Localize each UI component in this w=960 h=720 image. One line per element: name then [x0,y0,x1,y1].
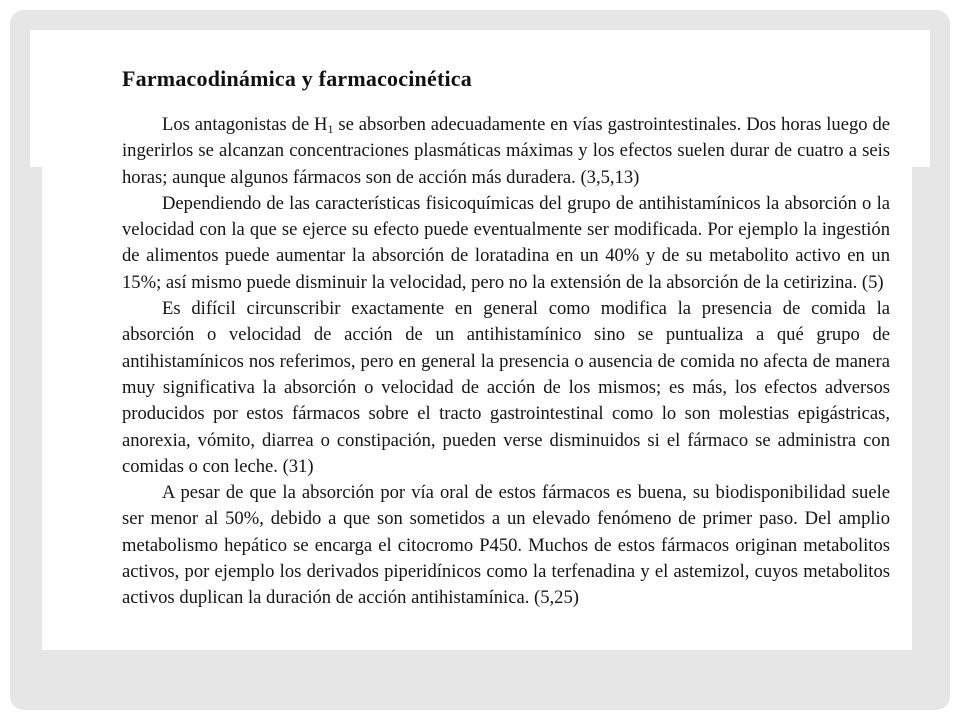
paragraph-absorption [122,112,890,191]
document-image [42,42,912,650]
document-title: Farmacodinámica y farmacocinética [122,66,472,91]
document-body [122,112,890,612]
paragraph-food-effect: Es difícil circunscribir exactamente en general como modifica la presencia de comida la absorción o velocidad de acción de un antihistamínico sino se puntualiza a qué grupo de antihistamínicos nos referimos, pero en general la presencia o ausencia de comida no afecta de manera muy significativa la absorción o velocidad de acción de los mismos; es más, los efectos adversos producidos por estos fármacos sobre el tracto gastrointestinal como lo son molestias epigástricas, anorexia, vómito, diarrea o constipación, pueden verse disminuidos si el fármaco se administra con comidas o con leche. (31) [122,298,890,477]
paragraph-1-start: Los antagonistas de H [162,114,328,135]
paragraph-1-rest: se absorben adecuadamente en vías gastrointestinales. Dos horas luego de ingerirlos se alcanzan concentraciones plasmáticas máximas y los efectos suelen durar de cuatro a seis horas; aunque algunos fármacos son de acción más duradera. (3,5,13) [122,114,890,188]
h1-subscript: 1 [327,122,334,136]
paragraph-bioavailability: A pesar de que la absorción por vía oral de estos fármacos es buena, su biodisponibilidad suele ser menor al 50%, debido a que son sometidos a un elevado fenómeno de primer paso. Del amplio metabolismo hepático se encarga el citocromo P450. Muchos de estos fármacos originan metabolitos activos, por ejemplo los derivados piperidínicos como la terfenadina y el astemizol, cuyos metabolitos activos duplican la duración de acción antihistamínica. (5,25) [122,482,890,609]
paragraph-physicochemical: Dependiendo de las características fisicoquímicas del grupo de antihistamínicos la absorción o la velocidad con la que se ejerce su efecto puede eventualmente ser modificada. Por ejemplo la ingestión de alimentos puede aumentar la absorción de loratadina en un 40% y de su metabolito activo en un 15%; así mismo puede disminuir la velocidad, pero no la extensión de la absorción de la cetirizina. (5) [122,192,890,293]
